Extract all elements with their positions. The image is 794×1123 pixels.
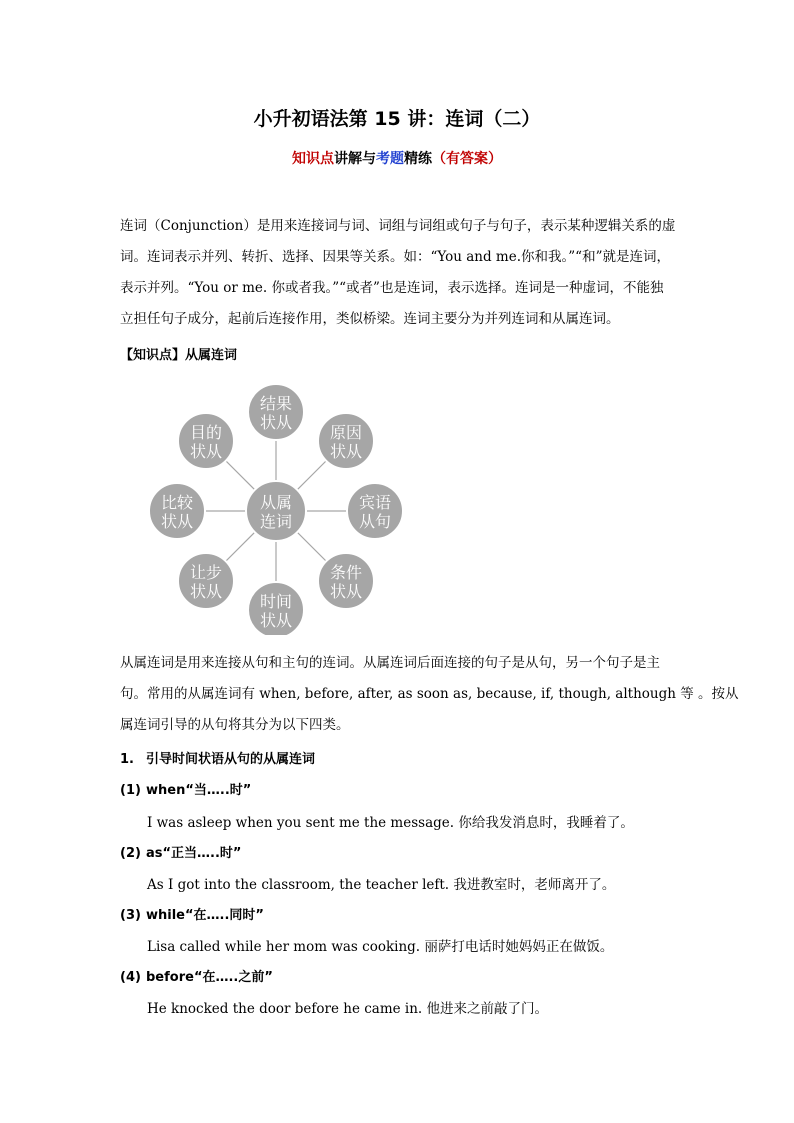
diagram-node — [318, 413, 374, 469]
intro-paragraph — [120, 211, 682, 335]
diagram-node-label: 结果 — [259, 394, 293, 413]
item-example: Lisa called while her mom was cooking. 丽萨打电话时她妈妈正在做饭。 — [147, 939, 614, 955]
diagram-node-label: 状从 — [259, 611, 293, 630]
diagram-node-label: 状从 — [189, 582, 223, 602]
diagram-node-label: 目的 — [189, 422, 223, 442]
diagram-node-label: 让步 — [189, 563, 223, 583]
list-heading-text: 引导时间状语从句的从属连词 — [146, 752, 316, 767]
item-number: (2) — [120, 846, 141, 861]
diagram-node-label: 从句 — [358, 512, 392, 531]
document-title: 小升初语法第 15 讲：连词（二） — [253, 108, 541, 130]
diagram-node-label: 状从 — [259, 413, 293, 432]
intro-line: 表示并列。“You or me. 你或者我。”“或者”也是连词，表示选择。连词是一种虚词，不能独 — [120, 280, 664, 296]
diagram-node — [149, 483, 205, 539]
item-number: (1) — [120, 783, 141, 798]
diagram-node — [178, 553, 234, 609]
section-heading: 【知识点】从属连词 — [120, 348, 238, 363]
subtitle-part-practice: 精练 — [404, 151, 432, 167]
item-example: I was asleep when you sent me the message. 你给我发消息时，我睡着了。 — [147, 815, 634, 831]
diagram-node-label: 原因 — [329, 422, 363, 442]
intro-line: 连词（Conjunction）是用来连接词与词、词组与词组或句子与句子，表示某种逻辑关系的虚 — [120, 218, 676, 234]
para-line: 属连词引导的从句将其分为以下四类。 — [120, 717, 350, 733]
diagram-node-label: 时间 — [259, 592, 293, 611]
item-head-text: as“正当…..时” — [146, 846, 242, 861]
item-example: As I got into the classroom, the teacher left. 我进教室时，老师离开了。 — [147, 877, 616, 893]
diagram-center-label: 从属 — [259, 493, 293, 512]
diagram-node-label: 状从 — [329, 441, 363, 461]
diagram-node-label: 宾语 — [358, 493, 392, 512]
list-item-head — [120, 842, 241, 861]
item-example: He knocked the door before he came in. 他进来之前敲了门。 — [147, 1001, 549, 1017]
diagram-node-label: 状从 — [329, 582, 363, 602]
diagram-node-label: 状从 — [189, 441, 223, 461]
document-subtitle — [0, 148, 794, 168]
list-heading — [120, 748, 315, 767]
diagram-node — [248, 582, 304, 635]
item-number: (4) — [120, 970, 141, 985]
diagram-node — [248, 384, 304, 440]
diagram-center — [246, 481, 306, 541]
subordinate-paragraph — [120, 648, 739, 741]
item-head-text: while“在…..同时” — [146, 908, 264, 923]
para-line: 句。常用的从属连词有 when, before, after, as soon as, because, if, though, although 等 。按从 — [120, 686, 739, 702]
list-item-head — [120, 779, 251, 798]
item-head-text: before“在…..之前” — [146, 970, 273, 985]
subtitle-part-knowledge: 知识点 — [292, 151, 334, 167]
diagram-node — [318, 553, 374, 609]
conjunction-diagram — [148, 381, 404, 635]
subtitle-part-exam: 考题 — [376, 151, 404, 167]
diagram-node — [347, 483, 403, 539]
subtitle-part-answers: （有答案） — [432, 151, 502, 167]
diagram-node-label: 比较 — [160, 493, 194, 512]
item-number: (3) — [120, 908, 141, 923]
diagram-node-label: 状从 — [160, 512, 194, 531]
list-item-head — [120, 904, 264, 923]
list-item-head — [120, 966, 273, 985]
para-line: 从属连词是用来连接从句和主句的连词。从属连词后面连接的句子是从句，另一个句子是主 — [120, 655, 660, 671]
diagram-center-label: 连词 — [259, 512, 293, 531]
intro-line: 立担任句子成分，起前后连接作用，类似桥梁。连词主要分为并列连词和从属连词。 — [120, 311, 620, 327]
intro-line: 词。连词表示并列、转折、选择、因果等关系。如：“You and me.你和我。”“和”就是连词， — [120, 249, 670, 265]
diagram-node — [178, 413, 234, 469]
list-heading-number: 1. — [120, 752, 134, 767]
item-head-text: when“当…..时” — [146, 783, 252, 798]
subtitle-part-explain: 讲解与 — [334, 151, 376, 167]
diagram-node-label: 条件 — [329, 563, 363, 583]
